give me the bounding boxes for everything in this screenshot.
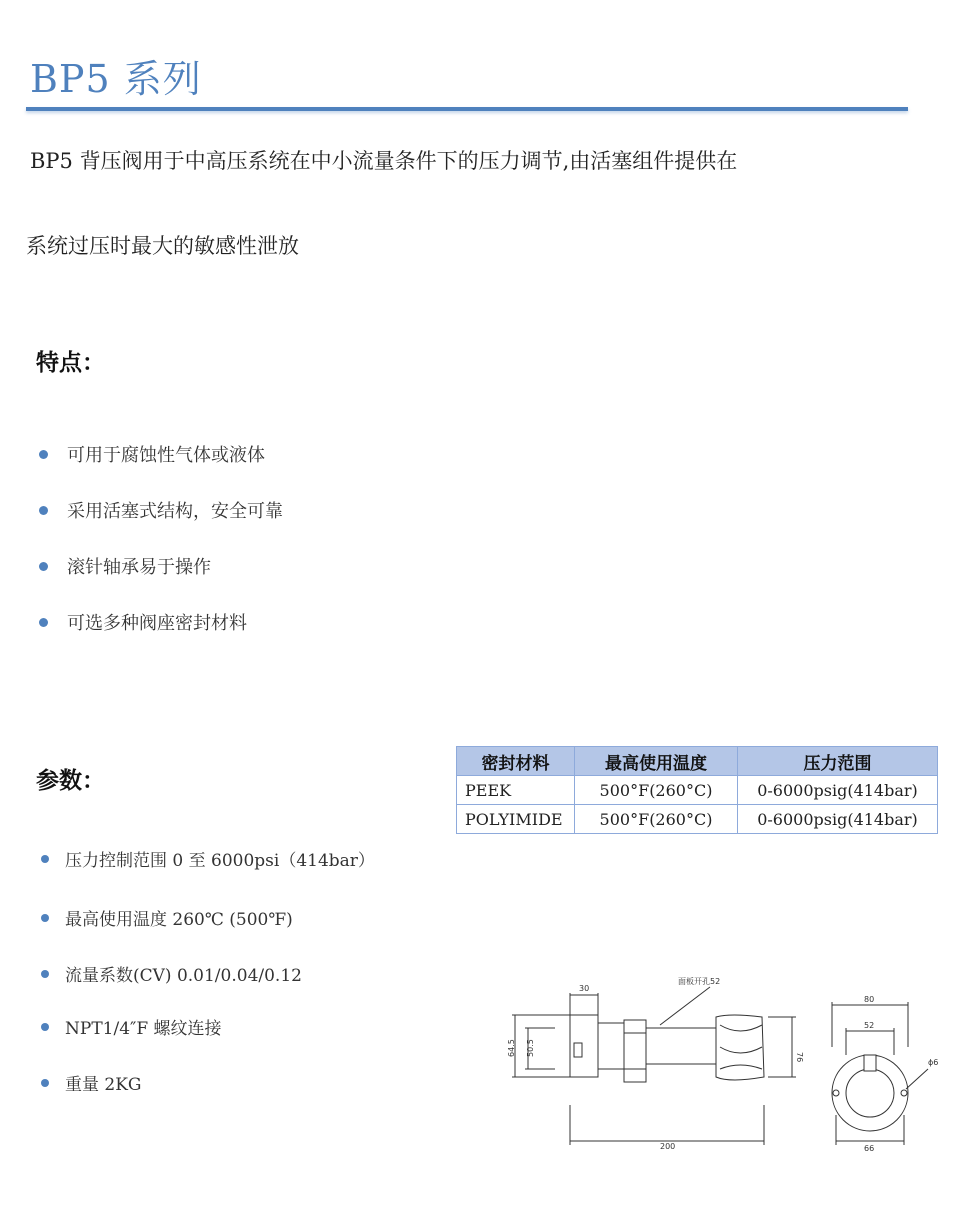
bullet-icon	[39, 506, 48, 515]
parameters-heading: 参数：	[36, 767, 105, 794]
bullet-icon	[39, 562, 48, 571]
bullet-icon	[41, 1023, 49, 1031]
valve-body-middle	[598, 1023, 624, 1069]
feature-text: 可用于腐蚀性气体或液体	[67, 445, 265, 466]
table-cell: PEEK	[457, 776, 575, 805]
title-divider	[26, 107, 908, 111]
front-view-inner-circle	[846, 1069, 894, 1117]
port-outline	[574, 1043, 582, 1057]
parameter-text: 重量 2KG	[65, 1075, 142, 1095]
mounting-hole-right	[901, 1090, 907, 1096]
dim-phi6-label: ϕ6	[928, 1058, 939, 1067]
page-title: BP5 系列	[30, 57, 202, 101]
intro-line-2: 系统过压时最大的敏感性泄放	[26, 234, 299, 258]
table-header-row	[457, 747, 938, 776]
table-cell: 500°F(260°C)	[575, 776, 738, 805]
bullet-icon	[39, 450, 48, 459]
dim-30-label: 30	[579, 984, 590, 993]
column-header-pressure: 压力范围	[738, 747, 938, 776]
feature-item	[39, 497, 283, 523]
bullet-icon	[39, 618, 48, 627]
bullet-icon	[41, 970, 49, 978]
bullet-icon	[41, 914, 49, 922]
dim-64-5-label: 64.5	[507, 1039, 516, 1057]
feature-text: 滚针轴承易于操作	[67, 557, 211, 578]
parameter-text: 最高使用温度 260℃ (500℉)	[65, 910, 293, 930]
feature-item	[39, 441, 265, 467]
dimension-drawing	[500, 965, 955, 1160]
mounting-hole-left	[833, 1090, 839, 1096]
table-cell: POLYIMIDE	[457, 805, 575, 834]
column-header-seal: 密封材料	[457, 747, 575, 776]
parameter-text: 压力控制范围 0 至 6000psi（414bar）	[65, 851, 375, 871]
dim-52-label: 52	[864, 1021, 875, 1030]
column-header-max-temp: 最高使用温度	[575, 747, 738, 776]
table-row	[457, 776, 938, 805]
table-row	[457, 805, 938, 834]
parameter-item	[41, 846, 375, 871]
feature-item	[39, 553, 211, 579]
dim-80-label: 80	[864, 995, 875, 1004]
parameter-item	[41, 905, 293, 930]
spec-table	[456, 746, 938, 834]
feature-text: 采用活塞式结构，安全可靠	[67, 501, 283, 522]
feature-text: 可选多种阀座密封材料	[67, 613, 247, 634]
dim-76-label: 76	[795, 1052, 804, 1063]
parameter-text: 流量系数(CV) 0.01/0.04/0.12	[65, 966, 302, 986]
intro-line-1: BP5 背压阀用于中高压系统在中小流量条件下的压力调节,由活塞组件提供在	[30, 149, 738, 173]
features-heading: 特点：	[36, 349, 105, 376]
feature-item	[39, 609, 247, 635]
parameter-item	[41, 961, 302, 986]
dim-50-5-label: 50.5	[526, 1039, 535, 1057]
bonnet	[646, 1028, 716, 1064]
table-cell: 0-6000psig(414bar)	[738, 776, 938, 805]
bullet-icon	[41, 1079, 49, 1087]
handle-knob	[716, 1015, 764, 1080]
parameter-item	[41, 1070, 142, 1095]
bullet-icon	[41, 855, 49, 863]
panel-cutout-label: 面板开孔52	[678, 977, 721, 986]
table-cell: 0-6000psig(414bar)	[738, 805, 938, 834]
dim-66-label: 66	[864, 1144, 875, 1153]
parameter-text: NPT1/4″F 螺纹连接	[65, 1019, 222, 1039]
keyway-slot	[864, 1055, 876, 1071]
dim-200-label: 200	[660, 1142, 676, 1151]
hex-nut	[624, 1020, 646, 1082]
parameter-item	[41, 1014, 222, 1039]
table-cell: 500°F(260°C)	[575, 805, 738, 834]
